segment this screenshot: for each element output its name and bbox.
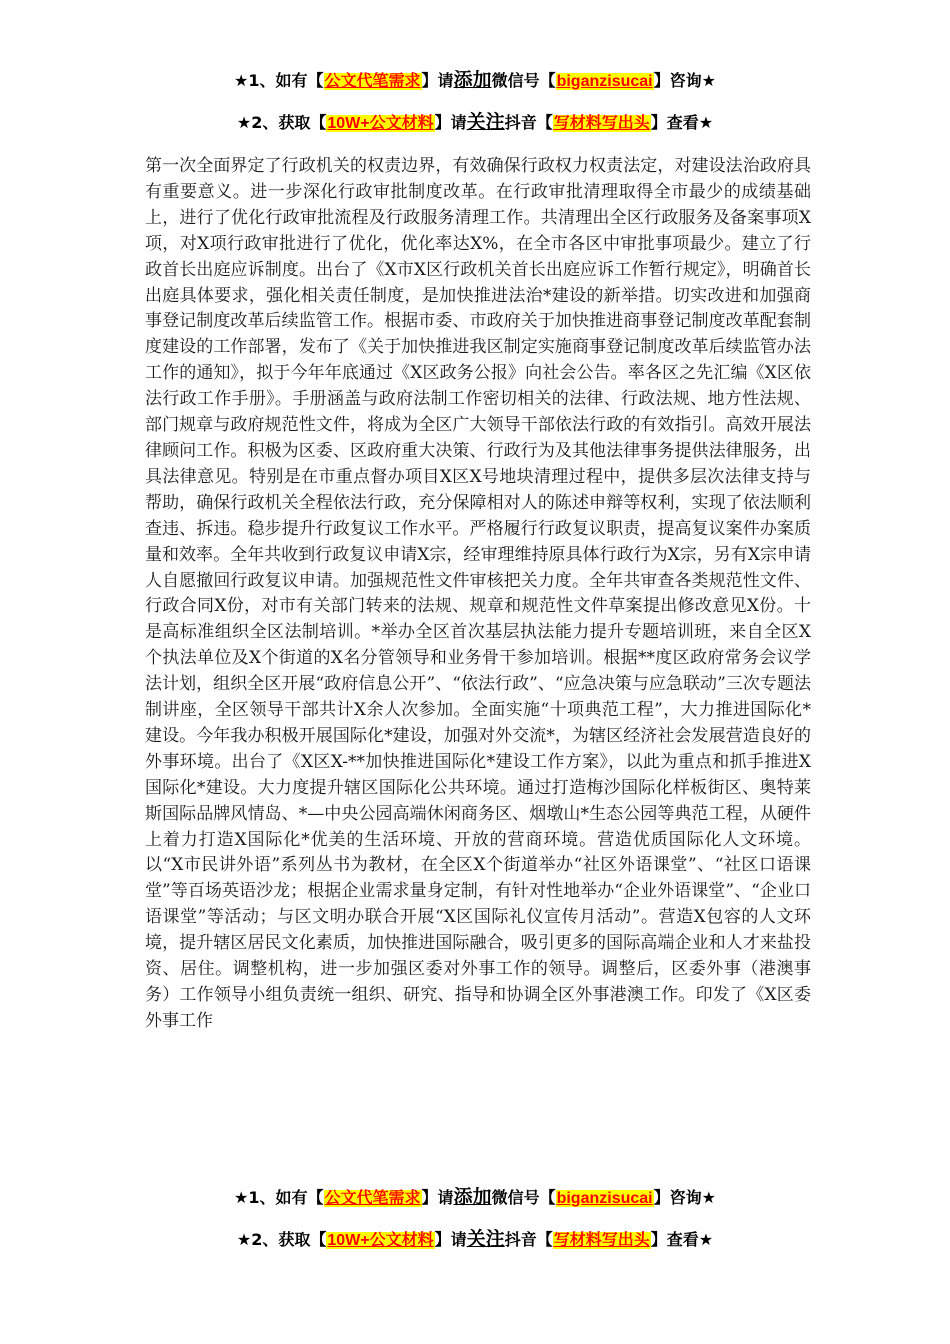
- promo-highlight-materials: 10W+公文材料: [327, 115, 434, 132]
- promo-suffix: 】查看★: [650, 113, 714, 132]
- promo-text: 微信号【: [491, 71, 556, 90]
- document-body: [145, 154, 811, 1173]
- promo-text: 】请: [434, 113, 467, 132]
- body-paragraph: 第一次全面界定了行政机关的权责边界，有效确保行政权力权责法定，对建设法治政府具有重要意义。进一步深化行政审批制度改革。在行政审批清理取得全市最少的成绩基础上，进行了优化行政审批流程及行政服务清理工作。共清理出全区行政服务及备案事项X项，对X项行政审批进行了优化，优化率达X%，在全市各区中审批事项最少。建立了行政首长出庭应诉制度。出台了《X市X区行政机关首长出庭应诉工作暂行规定》，明确首长出庭具体要求，强化相关责任制度，是加快推进法治*建设的新举措。切实改进和加强商事登记制度改革后续监管工作。根据市委、市政府关于加快推进商事登记制度改革配套制度建设的工作部署，发布了《关于加快推进我区制定实施商事登记制度改革后续监管办法工作的通知》，拟于今年年底通过《X区政务公报》向社会公告。率各区之先汇编《X区依法行政工作手册》。手册涵盖与政府法制工作密切相关的法律、行政法规、地方性法规、部门规章与政府规范性文件，将成为全区广大领导干部依法行政的有效指引。高效开展法律顾问工作。积极为区委、区政府重大决策、行政行为及其他法律事务提供法律服务，出具法律意见。特别是在市重点督办项目X区X号地块清理过程中，提供多层次法律支持与帮助，确保行政机关全程依法行政，充分保障相对人的陈述申辩等权利，实现了依法顺利查违、拆违。稳步提升行政复议工作水平。严格履行行政复议职责，提高复议案件办案质量和效率。全年共收到行政复议申请X宗，经审理维持原具体行政行为X宗，另有X宗申请人自愿撤回行政复议申请。加强规范性文件审核把关力度。全年共审查各类规范性文件、行政合同X份，对市有关部门转来的法规、规章和规范性文件草案提出修改意见X份。十是高标准组织全区法制培训。*举办全区首次基层执法能力提升专题培训班，来自全区X个执法单位及X个街道的X名分管领导和业务骨干参加培训。根据**度区政府常务会议学法计划，组织全区开展“政府信息公开”、“依法行政”、“应急决策与应急联动”三次专题法制讲座，全区领导干部共计X余人次参加。全面实施“十项典范工程”，大力推进国际化*建设。今年我办积极开展国际化*建设，加强对外交流*，为辖区经济社会发展营造良好的外事环境。出台了《X区X-**加快推进国际化*建设工作方案》，以此为重点和抓手推进X国际化*建设。大力度提升辖区国际化公共环境。通过打造梅沙国际化样板街区、奥特莱斯国际品牌风情岛、*—中央公园高端休闲商务区、烟墩山*生态公园等典范工程，从硬件上着力打造X国际化*优美的生活环境、开放的营商环境。营造优质国际化人文环境。以“X市民讲外语”系列丛书为教材，在全区X个街道举办“社区外语课堂”、“社区口语课堂”等百场英语沙龙；根据企业需求量身定制，有针对性地举办“企业外语课堂”、“企业口语课堂”等活动；与区文明办联合开展“X区国际礼仪宣传月活动”。营造X包容的人文环境，提升辖区居民文化素质，加快推进国际融合，吸引更多的国际高端企业和人才来盐投资、居住。调整机构，进一步加强区委对外事工作的领导。调整后，区委外事（港澳事务）工作领导小组负责统一组织、研究、指导和协调全区外事港澳工作。印发了《X区委外事工作: [145, 156, 811, 1031]
- promo-text: 】请: [421, 71, 454, 90]
- promo-prefix: ★1、如有【: [234, 71, 324, 90]
- promo-text: 抖音【: [504, 113, 553, 132]
- promo-text: 】请: [434, 1230, 467, 1249]
- promo-suffix: 】查看★: [650, 1230, 714, 1249]
- promo-suffix: 】咨询★: [653, 71, 716, 90]
- promo-text: 抖音【: [504, 1230, 553, 1249]
- header-promo-line-2: [0, 111, 950, 135]
- promo-highlight-materials: 10W+公文材料: [327, 1232, 434, 1249]
- promo-emphasis: 关注: [466, 1228, 505, 1250]
- header-promo-line-1: [0, 69, 950, 93]
- promo-highlight-douyin-account: 写材料写出头: [553, 115, 650, 132]
- promo-suffix: 】咨询★: [653, 1188, 716, 1207]
- promo-prefix: ★1、如有【: [234, 1188, 324, 1207]
- footer-promo-line-1: [0, 1186, 950, 1210]
- promo-emphasis: 添加: [453, 1186, 492, 1208]
- promo-text: 】请: [421, 1188, 454, 1207]
- promo-highlight-douyin-account: 写材料写出头: [553, 1232, 650, 1249]
- promo-prefix: ★2、获取【: [236, 1230, 327, 1249]
- promo-prefix: ★2、获取【: [236, 113, 327, 132]
- promo-text: 微信号【: [491, 1188, 556, 1207]
- footer-promo-line-2: [0, 1228, 950, 1252]
- promo-highlight-service: 公文代笔需求: [324, 1190, 421, 1207]
- promo-emphasis: 关注: [466, 111, 505, 133]
- promo-highlight-wechat-id: biganzisucai: [556, 1190, 653, 1207]
- promo-highlight-service: 公文代笔需求: [324, 73, 421, 90]
- promo-emphasis: 添加: [453, 69, 492, 91]
- promo-highlight-wechat-id: biganzisucai: [556, 73, 653, 90]
